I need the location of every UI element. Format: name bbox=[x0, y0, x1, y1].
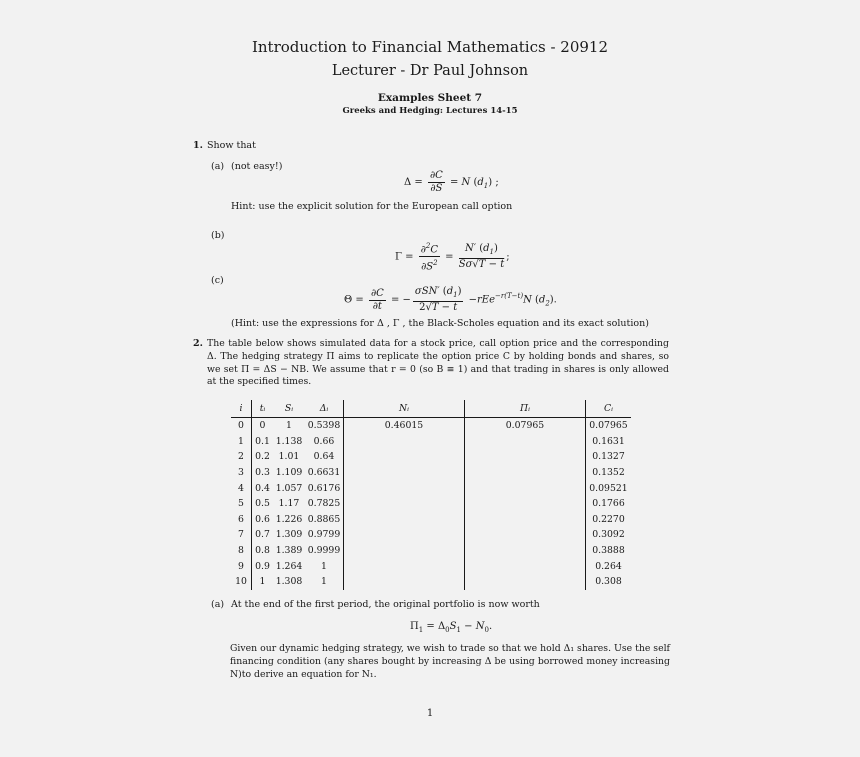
cell-c: 0.07965 bbox=[589, 420, 628, 432]
q1b-label: (b) bbox=[211, 230, 225, 241]
cell-n bbox=[344, 480, 465, 496]
cell-pi bbox=[465, 512, 586, 528]
header-c: Cᵢ bbox=[586, 400, 632, 418]
cell-n bbox=[344, 434, 465, 450]
table-row bbox=[231, 527, 631, 543]
cell-s: 1.17 bbox=[278, 498, 300, 510]
q1a-label: (a) bbox=[211, 161, 225, 172]
q1a-note: (not easy!) bbox=[231, 161, 283, 172]
table-row bbox=[231, 434, 631, 450]
cell-t: 0.9 bbox=[255, 560, 270, 572]
cell-pi: 0.07965 bbox=[465, 418, 586, 434]
cell-i: 1 bbox=[231, 434, 252, 450]
cell-pi bbox=[465, 574, 586, 590]
cell-pi bbox=[465, 449, 586, 465]
q1-intro: Show that bbox=[207, 140, 256, 151]
cell-n bbox=[344, 574, 465, 590]
sheet-subtitle: Greeks and Hedging: Lectures 14-15 bbox=[342, 106, 518, 116]
cell-delta: 1 bbox=[305, 558, 344, 574]
cell-t: 0.5 bbox=[255, 498, 270, 510]
header-pi: Πᵢ bbox=[465, 400, 586, 418]
header-delta: Δᵢ bbox=[305, 400, 344, 418]
cell-t: 0.3 bbox=[255, 467, 270, 479]
cell-s: 1 bbox=[286, 420, 292, 432]
table-row bbox=[231, 418, 631, 434]
q1-hint-2: (Hint: use the expressions for Δ , Γ , the Black-Scholes equation and its exact solution) bbox=[231, 318, 649, 329]
cell-n bbox=[344, 465, 465, 481]
header-s: Sᵢ bbox=[273, 400, 305, 418]
cell-c: 0.09521 bbox=[589, 482, 628, 494]
cell-n bbox=[344, 543, 465, 559]
cell-delta: 1 bbox=[305, 574, 344, 590]
q1c-label: (c) bbox=[211, 275, 224, 286]
cell-s: 1.226 bbox=[275, 513, 303, 525]
table-row bbox=[231, 574, 631, 590]
cell-pi bbox=[465, 434, 586, 450]
cell-c: 0.2270 bbox=[592, 513, 625, 525]
cell-i: 7 bbox=[231, 527, 252, 543]
cell-c: 0.1766 bbox=[592, 498, 625, 510]
cell-i: 8 bbox=[231, 543, 252, 559]
header-t: tᵢ bbox=[252, 400, 274, 418]
cell-n bbox=[344, 558, 465, 574]
cell-c: 0.1631 bbox=[592, 435, 625, 447]
cell-c: 0.3092 bbox=[592, 529, 625, 541]
cell-s: 1.109 bbox=[275, 467, 303, 479]
table-row bbox=[231, 558, 631, 574]
cell-pi bbox=[465, 527, 586, 543]
cell-s: 1.01 bbox=[278, 451, 300, 463]
cell-delta: 0.9999 bbox=[305, 543, 344, 559]
cell-t: 0 bbox=[259, 420, 266, 432]
cell-i: 6 bbox=[231, 512, 252, 528]
cell-s: 1.264 bbox=[275, 560, 303, 572]
table-row bbox=[231, 480, 631, 496]
cell-delta: 0.6176 bbox=[305, 480, 344, 496]
cell-i: 5 bbox=[231, 496, 252, 512]
cell-c: 0.264 bbox=[595, 560, 622, 572]
cell-pi bbox=[465, 480, 586, 496]
cell-t: 0.6 bbox=[255, 513, 270, 525]
cell-n: 0.46015 bbox=[344, 418, 465, 434]
cell-pi bbox=[465, 543, 586, 559]
sheet-title: Examples Sheet 7 bbox=[377, 92, 483, 104]
cell-c: 0.1327 bbox=[592, 451, 625, 463]
q2a-paragraph: Given our dynamic hedging strategy, we wish to trade so that we hold Δ₁ shares. Use the self financing condition (any shares bought by increasing Δ be using borrowed money increasing N)to derive an equation for N₁. bbox=[230, 643, 670, 680]
table-row bbox=[231, 512, 631, 528]
cell-i: 9 bbox=[231, 558, 252, 574]
cell-t: 0.1 bbox=[255, 435, 270, 447]
header-n: Nᵢ bbox=[344, 400, 465, 418]
cell-t: 0.8 bbox=[255, 545, 270, 557]
cell-t: 0.4 bbox=[255, 482, 270, 494]
cell-s: 1.138 bbox=[275, 435, 303, 447]
cell-n bbox=[344, 512, 465, 528]
q2a-text: At the end of the first period, the original portfolio is now worth bbox=[231, 599, 540, 610]
cell-s: 1.389 bbox=[275, 545, 303, 557]
cell-delta: 0.9799 bbox=[305, 527, 344, 543]
cell-n bbox=[344, 527, 465, 543]
cell-delta: 0.8865 bbox=[305, 512, 344, 528]
page-number: 1 bbox=[426, 708, 434, 719]
cell-t: 1 bbox=[259, 576, 266, 588]
table-row bbox=[231, 465, 631, 481]
cell-i: 4 bbox=[231, 480, 252, 496]
table-header-row bbox=[231, 400, 631, 418]
lecturer-line: Lecturer - Dr Paul Johnson bbox=[331, 63, 529, 79]
cell-delta: 0.7825 bbox=[305, 496, 344, 512]
cell-delta: 0.66 bbox=[305, 434, 344, 450]
cell-i: 3 bbox=[231, 465, 252, 481]
cell-n bbox=[344, 496, 465, 512]
simulation-table bbox=[231, 400, 631, 590]
table-row bbox=[231, 543, 631, 559]
cell-delta: 0.6631 bbox=[305, 465, 344, 481]
q1-hint: Hint: use the explicit solution for the European call option bbox=[231, 201, 513, 212]
delta-equation: Δ = $\frac{\partial C}{\partial S}$ = N $(d_1)$ ; bbox=[404, 170, 499, 194]
cell-i: 0 bbox=[231, 418, 252, 434]
cell-c: 0.3888 bbox=[592, 545, 625, 557]
portfolio-equation: $\Pi_1 = \Delta_0S_1 - N_0$. bbox=[410, 621, 493, 634]
cell-delta: 0.5398 bbox=[305, 418, 344, 434]
q1-number: 1. bbox=[193, 140, 203, 151]
theta-equation: Θ = $\frac{\partial C}{\partial t}$ = − $\frac{\sigma SN' (d_1)}{2√T - t}$ −rEe$^{-r(T-t)}$N $(d_2)$. bbox=[344, 286, 557, 313]
course-title: Introduction to Financial Mathematics - 20912 bbox=[251, 38, 609, 56]
cell-t: 0.7 bbox=[255, 529, 270, 541]
cell-pi bbox=[465, 496, 586, 512]
cell-n bbox=[344, 449, 465, 465]
gamma-equation: Γ = $\frac{\partial^2C}{\partial S^2}$ = $\frac{N' (d_1)}{S\sigma√T - t}$ ; bbox=[395, 242, 510, 273]
cell-s: 1.309 bbox=[275, 529, 303, 541]
q2-number: 2. bbox=[193, 338, 203, 349]
table-row bbox=[231, 496, 631, 512]
cell-pi bbox=[465, 465, 586, 481]
cell-s: 1.057 bbox=[275, 482, 303, 494]
q2a-label: (a) bbox=[211, 599, 225, 610]
cell-s: 1.308 bbox=[275, 576, 303, 588]
table-row bbox=[231, 449, 631, 465]
cell-t: 0.2 bbox=[255, 451, 270, 463]
cell-c: 0.1352 bbox=[592, 467, 625, 479]
cell-pi bbox=[465, 558, 586, 574]
q2-text: The table below shows simulated data for a stock price, call option price and the corresponding Δ. The hedging strategy Π aims to replicate the option price C by holding bonds and shares, so we set Π = ΔS − NB. We assume that r = 0 (so B ≡ 1) and that trading in shares is only allowed at the specified times. bbox=[207, 338, 669, 388]
header-i: i bbox=[231, 400, 252, 418]
cell-delta: 0.64 bbox=[305, 449, 344, 465]
cell-i: 10 bbox=[231, 574, 252, 590]
cell-c: 0.308 bbox=[595, 576, 622, 588]
cell-i: 2 bbox=[231, 449, 252, 465]
